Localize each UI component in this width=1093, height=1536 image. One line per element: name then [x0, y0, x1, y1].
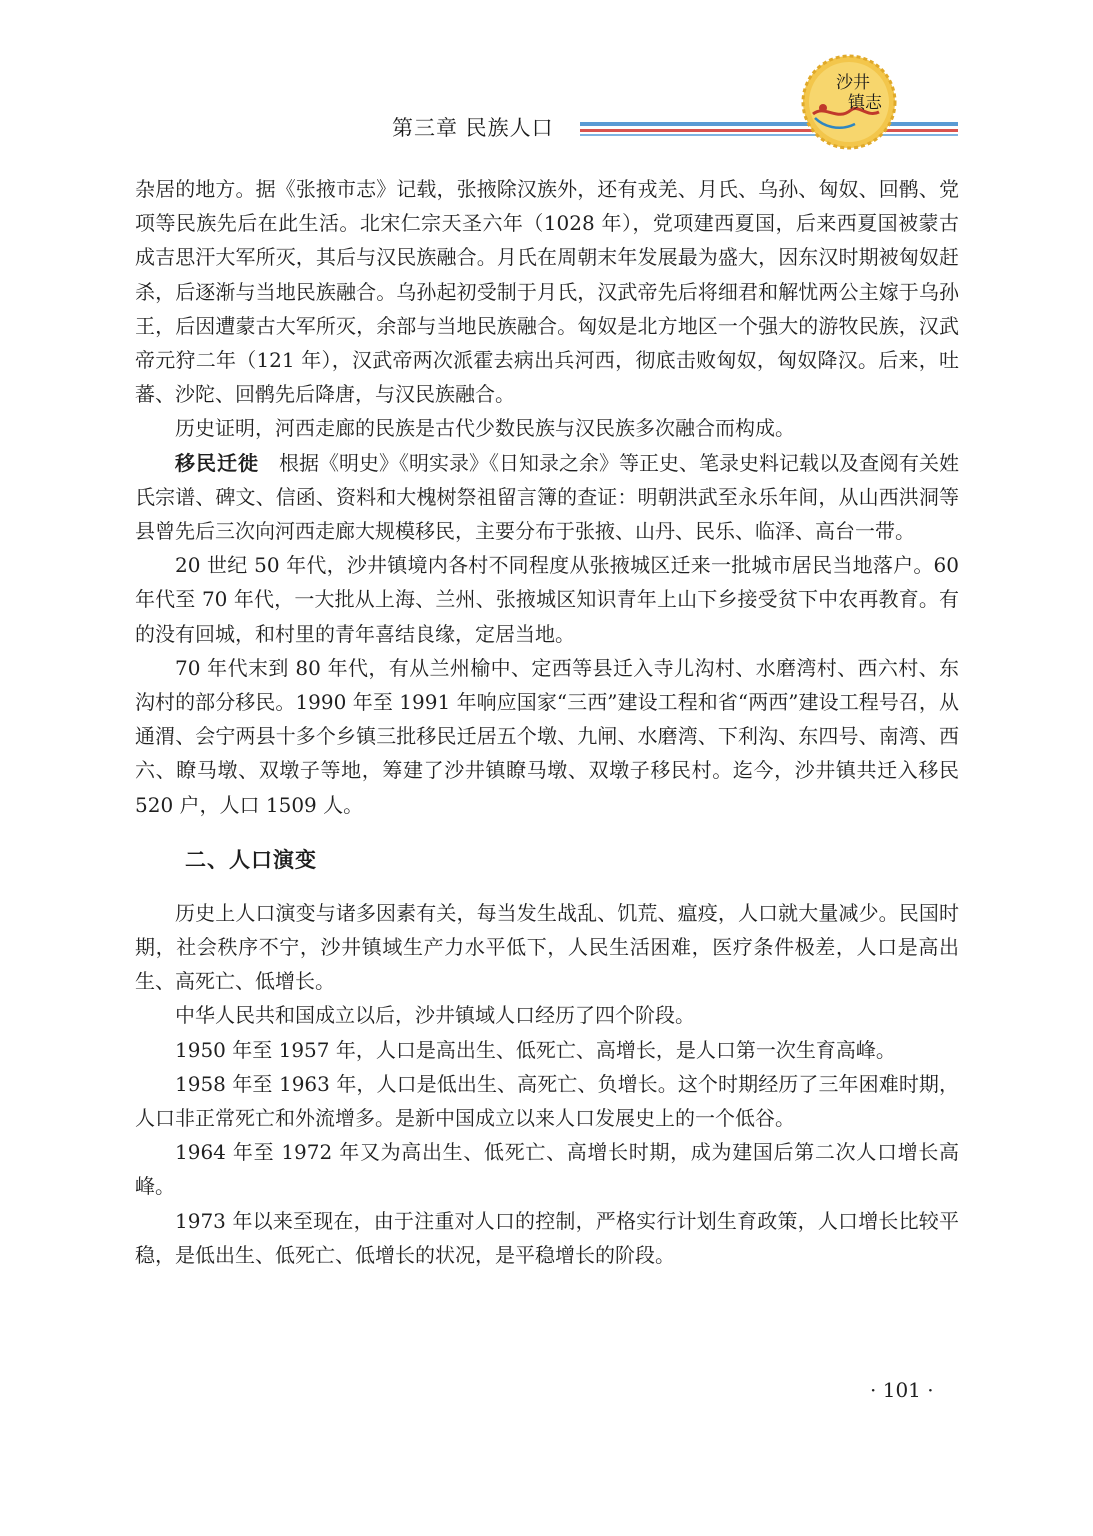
header-rule-blue-thin: [580, 134, 958, 136]
paragraph-10: 1964 年至 1972 年又为高出生、低死亡、高增长时期，成为建国后第二次人口增长高峰。: [135, 1140, 959, 1199]
paragraph-4: 20 世纪 50 年代，沙井镇境内各村不同程度从张掖城区迁来一批城市居民当地落户。60 年代至 70 年代，一大批从上海、兰州、张掖城区知识青年上山下乡接受贫下中农再教育。有的没有回城，和村里的青年喜结良缘，定居当地。: [135, 553, 959, 646]
paragraph-6: 历史上人口演变与诸多因素有关，每当发生战乱、饥荒、瘟疫，人口就大量减少。民国时期，社会秩序不宁，沙井镇域生产力水平低下，人民生活困难，医疗条件极差，人口是高出生、高死亡、低增长。: [135, 900, 959, 994]
header-rule-red: [580, 129, 958, 132]
term-migration: 移民迁徙: [175, 450, 259, 475]
chapter-title: 第三章 民族人口: [392, 116, 554, 140]
paragraph-3: [135, 446, 959, 549]
page-header: [0, 0, 1093, 150]
page-body: [135, 172, 959, 1272]
paragraph-3-text: 根据《明史》《明实录》《日知录之余》等正史、笔录史料记载以及查阅有关姓氏宗谱、碑文、信函、资料和大槐树祭祖留言簿的查证：明朝洪武至永乐年间，从山西洪洞等县曾先后三次向河西走廊大规模移民，主要分布于张掖、山丹、民乐、临泽、高台一带。: [135, 450, 959, 544]
paragraph-11: 1973 年以来至现在，由于注重对人口的控制，严格实行计划生育政策，人口增长比较平稳，是低出生、低死亡、低增长的状况，是平稳增长的阶段。: [135, 1208, 959, 1267]
emblem-title-bottom: 镇志: [848, 93, 882, 113]
section-title: 二、人口演变: [185, 847, 317, 872]
paragraph-7: 中华人民共和国成立以后，沙井镇域人口经历了四个阶段。: [175, 1003, 695, 1028]
book-emblem: [799, 52, 899, 152]
paragraph-8: 1950 年至 1957 年，人口是高出生、低死亡、高增长，是人口第一次生育高峰。: [175, 1037, 896, 1062]
paragraph-1: 杂居的地方。据《张掖市志》记载，张掖除汉族外，还有戎羌、月氏、乌孙、匈奴、回鹘、党项等民族先后在此生活。北宋仁宗天圣六年（1028 年），党项建西夏国，后来西夏国被蒙古成吉思汗大军所灭，其后与汉民族融合。月氏在周朝末年发展最为盛大，因东汉时期被匈奴赶杀，后逐渐与当地民族融合。乌孙起初受制于月氏，汉武帝先后将细君和解忧两公主嫁于乌孙王，后因遭蒙古大军所灭，余部与当地民族融合。匈奴是北方地区一个强大的游牧民族，汉武帝元狩二年（121 年），汉武帝两次派霍去病出兵河西，彻底击败匈奴，匈奴降汉。后来，吐蕃、沙陀、回鹘先后降唐，与汉民族融合。: [135, 177, 959, 407]
paragraph-5: 70 年代末到 80 年代，有从兰州榆中、定西等县迁入寺儿沟村、水磨湾村、西六村、东沟村的部分移民。1990 年至 1991 年响应国家“三西”建设工程和省“两西”建设工程号召，从通渭、会宁两县十多个乡镇三批移民迁居五个墩、九闸、水磨湾、下利沟、东四号、南湾、西六、瞭马墩、双墩子等地，筹建了沙井镇瞭马墩、双墩子移民村。迄今，沙井镇共迁入移民 520 户，人口 1509 人。: [135, 655, 959, 817]
header-rule-blue: [580, 122, 958, 126]
emblem-title-top: 沙井: [836, 73, 870, 93]
page-number: · 101 ·: [870, 1378, 934, 1402]
paragraph-2: 历史证明，河西走廊的民族是古代少数民族与汉民族多次融合而构成。: [175, 416, 795, 441]
paragraph-9: 1958 年至 1963 年，人口是低出生、高死亡、负增长。这个时期经历了三年困难时期，人口非正常死亡和外流增多。是新中国成立以来人口发展史上的一个低谷。: [135, 1071, 959, 1131]
